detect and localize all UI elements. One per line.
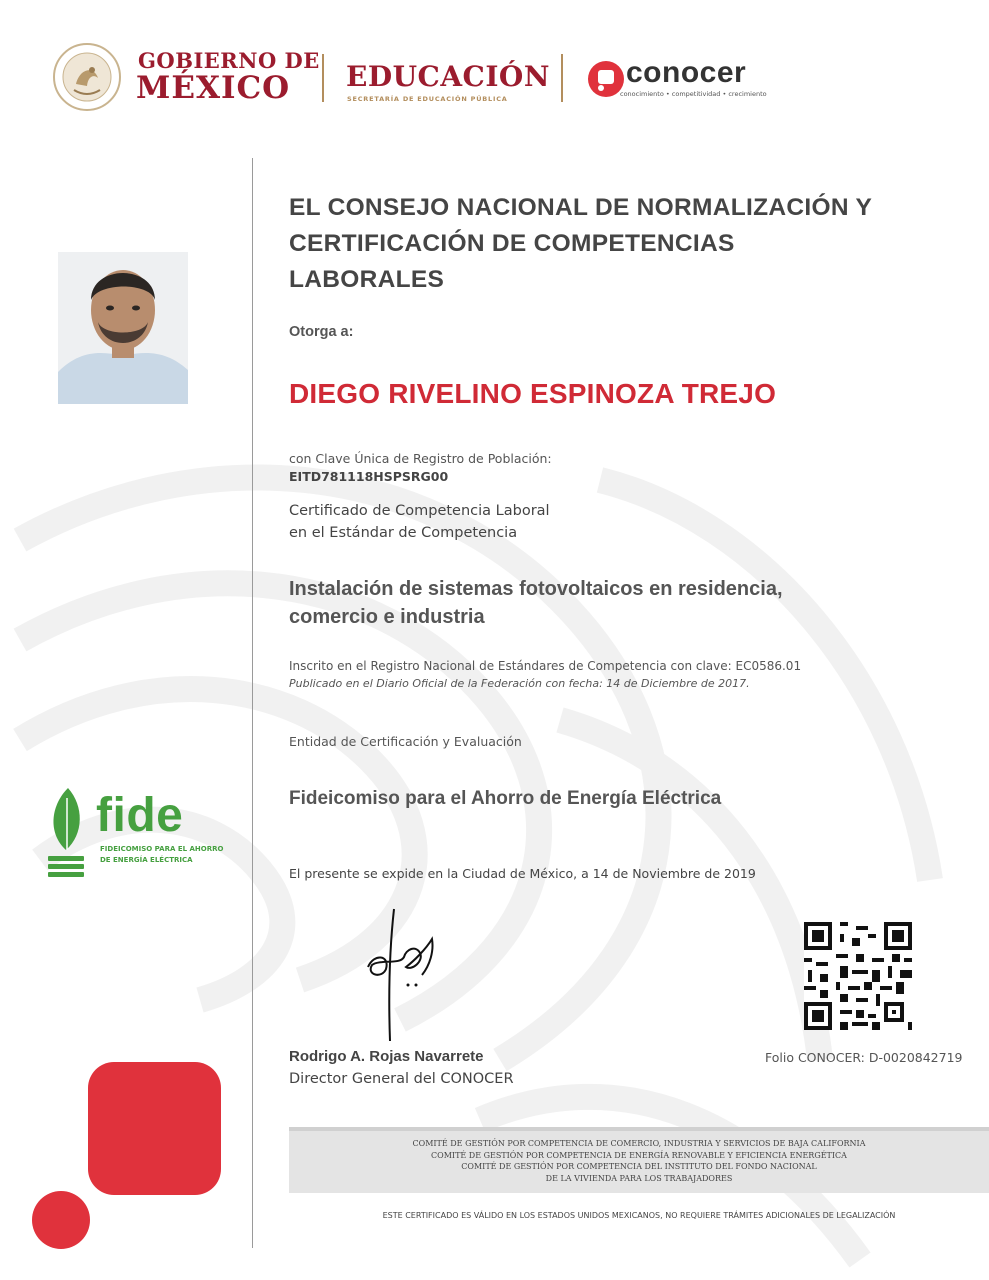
gobierno-title-line1: GOBIERNO DE xyxy=(138,48,320,73)
certificate-type-line1: Certificado de Competencia Laboral xyxy=(289,503,550,519)
committee-item: COMITÉ DE GESTIÓN POR COMPETENCIA DEL INSTITUTO DEL FONDO NACIONAL xyxy=(461,1162,817,1171)
grant-label: Otorga a: xyxy=(289,324,354,340)
certificate-type-line2: en el Estándar de Competencia xyxy=(289,525,518,541)
decorative-red-square xyxy=(88,1062,221,1195)
vertical-divider xyxy=(252,158,253,1248)
educacion-subtitle: SECRETARÍA DE EDUCACIÓN PÚBLICA xyxy=(347,95,508,103)
issue-statement: El presente se expide en la Ciudad de México, a 14 de Noviembre de 2019 xyxy=(289,866,756,881)
signer-name: Rodrigo A. Rojas Navarrete xyxy=(289,1048,484,1065)
signer-title: Director General del CONOCER xyxy=(289,1071,514,1087)
issuer-title: EL CONSEJO NACIONAL DE NORMALIZACIÓN Y CERTIFICACIÓN DE COMPETENCIAS LABORALES xyxy=(289,194,872,293)
published-text: Publicado en el Diario Oficial de la Federación con fecha: 14 de Diciembre de 2017. xyxy=(289,677,750,690)
committee-item: COMITÉ DE GESTIÓN POR COMPETENCIA DE ENERGÍA RENOVABLE Y EFICIENCIA ENERGÉTICA xyxy=(431,1150,847,1160)
entity-name: Fideicomiso para el Ahorro de Energía Eléctrica xyxy=(289,788,722,809)
recipient-photo xyxy=(58,252,188,404)
committee-item: COMITÉ DE GESTIÓN POR COMPETENCIA DE COMERCIO, INDUSTRIA Y SERVICIOS DE BAJA CALIFORNIA xyxy=(412,1139,866,1148)
folio-number: Folio CONOCER: D-0020842719 xyxy=(765,1050,963,1065)
curp-value: EITD781118HSPSRG00 xyxy=(289,469,449,484)
header-divider xyxy=(322,54,324,102)
validity-note: ESTE CERTIFICADO ES VÁLIDO EN LOS ESTADOS UNIDOS MEXICANOS, NO REQUIERE TRÁMITES ADICIONALES DE LEGALIZACIÓN xyxy=(382,1211,896,1220)
curp-label: con Clave Única de Registro de Población: xyxy=(289,451,552,466)
educacion-title: EDUCACIÓN xyxy=(346,60,550,93)
committee-item: DE LA VIVIENDA PARA LOS TRABAJADORES xyxy=(545,1173,733,1183)
gobierno-title-line2: MÉXICO xyxy=(136,70,291,106)
mexico-coat-of-arms-seal xyxy=(52,42,122,112)
fide-logo-subtitle: DE ENERGÍA ELÉCTRICA xyxy=(100,856,193,864)
qr-code xyxy=(804,922,912,1030)
standard-name: Instalación de sistemas fotovoltaicos en residencia, comercio e industria xyxy=(289,578,783,628)
header-divider xyxy=(561,54,563,102)
conocer-name: conocer xyxy=(626,56,747,89)
recipient-name: DIEGO RIVELINO ESPINOZA TREJO xyxy=(289,378,777,409)
entity-label: Entidad de Certificación y Evaluación xyxy=(289,734,522,749)
fide-leaf-icon xyxy=(46,786,90,878)
committee-strip-border xyxy=(289,1127,989,1131)
conocer-tagline: conocimiento • competitividad • crecimiento xyxy=(620,90,767,98)
fide-logo-subtitle: FIDEICOMISO PARA EL AHORRO xyxy=(100,845,224,853)
committee-list xyxy=(289,1138,989,1184)
registry-text: Inscrito en el Registro Nacional de Estándares de Competencia con clave: EC0586.01 xyxy=(289,659,802,673)
signature xyxy=(360,905,450,1045)
fide-logo-word: fide xyxy=(96,789,184,842)
decorative-red-dot xyxy=(32,1191,90,1249)
